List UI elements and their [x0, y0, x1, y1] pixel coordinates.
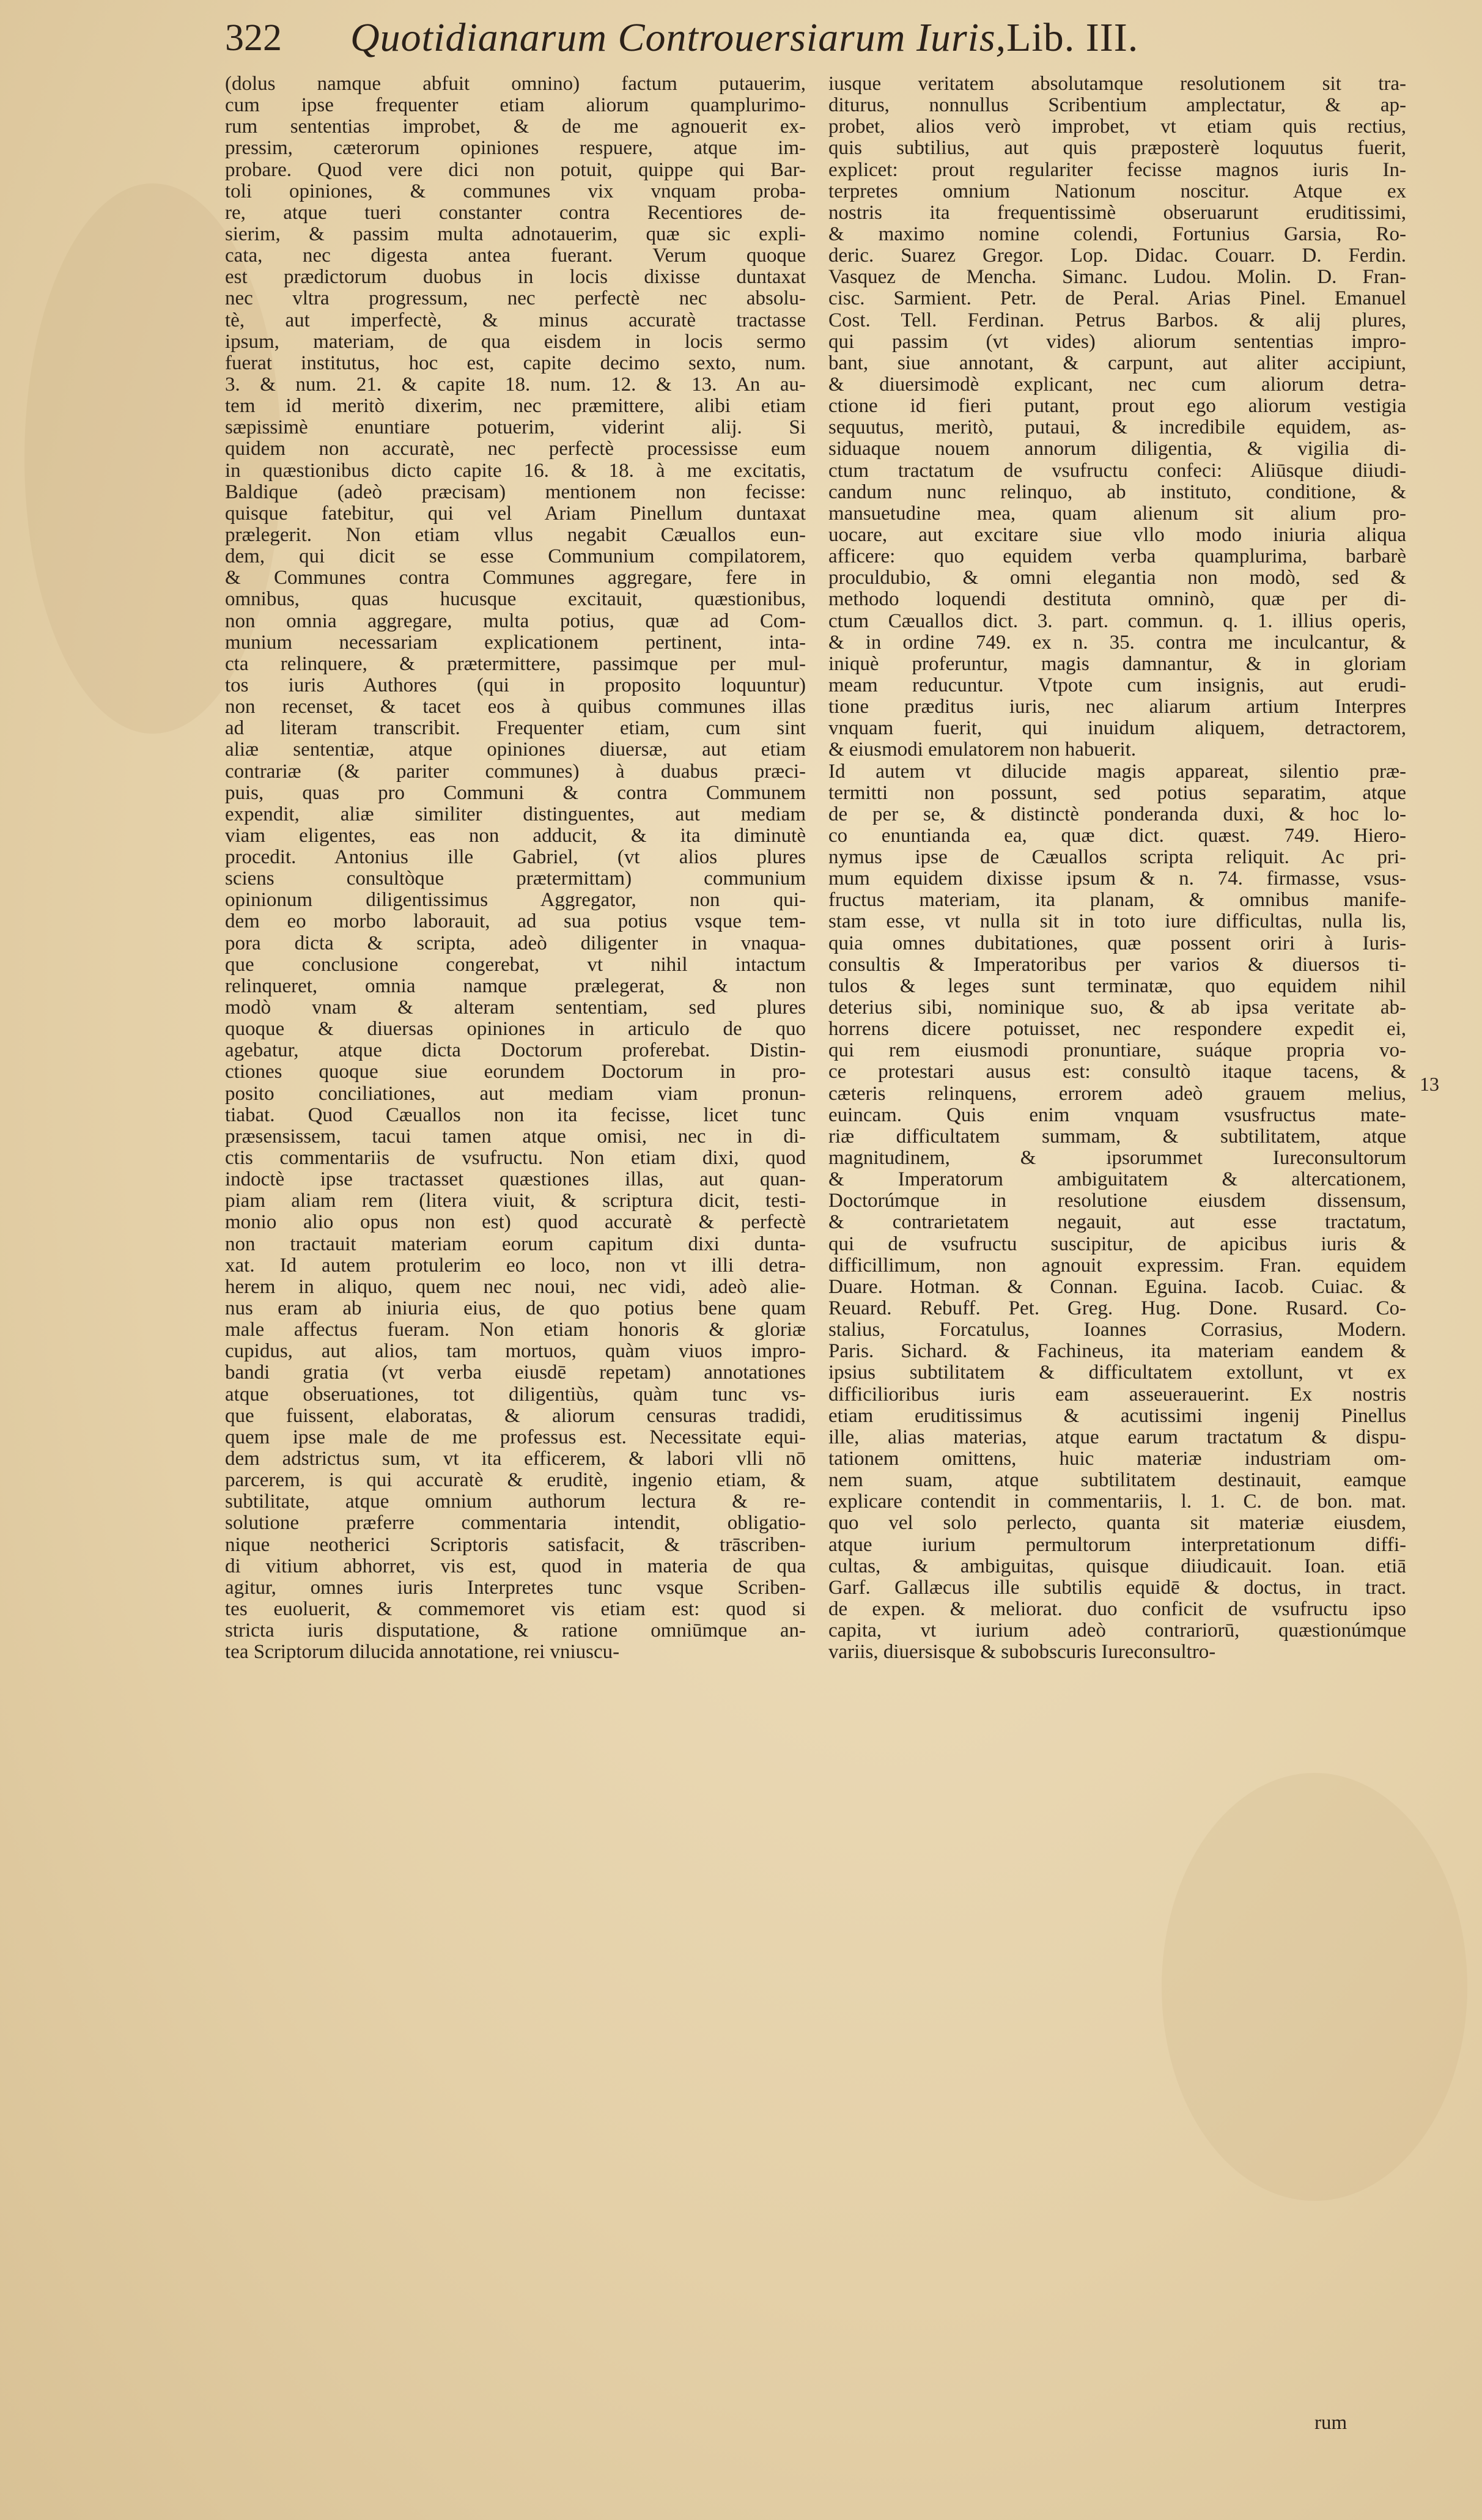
text-line: dem, qui dicit se esse Communium compilatorem, — [225, 546, 806, 568]
text-line: Garf. Gallæcus ille subtilis equidē & doctus, in tract. — [828, 1577, 1406, 1599]
text-line: di vitium abhorret, vis est, quod in materia de qua — [225, 1555, 806, 1577]
text-line: fuerat institutus, hoc est, capite decimo sexto, num. — [225, 352, 806, 374]
text-line: indoctè ipse tractasset quæstiones illas, aut quan- — [225, 1169, 806, 1191]
text-line: re, atque tueri constanter contra Recentiores de- — [225, 202, 806, 224]
text-line: & contrarietatem negauit, aut esse tractatum, — [828, 1212, 1406, 1234]
text-line: (dolus namque abfuit omnino) factum putauerim, — [225, 73, 806, 95]
text-line: & diuersimodè explicant, nec cum aliorum detra- — [828, 374, 1406, 396]
text-line: tes euoluerit, & commemoret vis etiam est: quod si — [225, 1598, 806, 1620]
text-line: quem ipse male de me professus est. Necessitate equi- — [225, 1426, 806, 1448]
text-line: ctiones quoque siue eorundem Doctorum in pro- — [225, 1061, 806, 1083]
text-line: piam aliam rem (litera viuit, & scriptura dicit, testi- — [225, 1190, 806, 1212]
text-line: male affectus fueram. Non etiam honoris & gloriæ — [225, 1319, 806, 1341]
text-line: qui passim (vt vides) aliorum sententias impro- — [828, 331, 1406, 353]
text-line: quidem non accuratè, nec perfectè processisse eum — [225, 438, 806, 460]
text-line: præsensissem, tacui tamen atque omisi, nec in di- — [225, 1126, 806, 1148]
text-line: Reuard. Rebuff. Pet. Greg. Hug. Done. Rusard. Co- — [828, 1298, 1406, 1320]
text-line: diturus, nonnullus Scribentium amplectatur, & ap- — [828, 95, 1406, 117]
margin-note: 13 — [1420, 1073, 1439, 1095]
text-line: qui de vsufructu suscipitur, de apicibus iuris & — [828, 1233, 1406, 1255]
text-line: pora dicta & scripta, adeò diligenter in vnaqua- — [225, 932, 806, 954]
text-line: sæpissimè enuntiare potuerim, viderint alij. Si — [225, 417, 806, 439]
text-line: monio alio opus non est) quod accuratè & perfectè — [225, 1212, 806, 1234]
text-line: ctum tractatum de vsufructu confeci: Aliūsque diiudi- — [828, 460, 1406, 482]
text-line: viam eligentes, eas non adducit, & ita diminutè — [225, 825, 806, 847]
text-line: non tractauit materiam eorum capitum dixi dunta- — [225, 1233, 806, 1255]
text-line: nus eram ab iniuria eius, de quo potius bene quam — [225, 1298, 806, 1320]
text-line: pressim, cæterorum opiniones respuere, atque im- — [225, 138, 806, 160]
text-line: termitti non possunt, sed potius separatim, atque — [828, 782, 1406, 804]
text-line: nostris ita frequentissimè obseruarunt eruditissimi, — [828, 202, 1406, 224]
text-line: Paris. Sichard. & Fachineus, ita materiam eandem & — [828, 1341, 1406, 1363]
text-line: tea Scriptorum dilucida annotatione, rei vniuscu- — [225, 1641, 620, 1663]
text-line: & Communes contra Communes aggregare, fere in — [225, 567, 806, 589]
text-line: quoque & diuersas opiniones in articulo de quo — [225, 1019, 806, 1041]
text-line: magnitudinem, & ipsorummet Iureconsultorum — [828, 1148, 1406, 1170]
text-line: variis, diuersisque & subobscuris Iureconsultro- — [828, 1641, 1216, 1663]
text-line: Cost. Tell. Ferdinan. Petrus Barbos. & alij plures, — [828, 309, 1406, 331]
text-line: solutione præferre commentaria intendit, obligatio- — [225, 1512, 806, 1534]
text-line: agitur, omnes iuris Interpretes tunc vsque Scriben- — [225, 1577, 806, 1599]
text-line: cæteris relinquens, errorem adeò grauem melius, — [828, 1083, 1406, 1105]
text-line: consultis & Imperatoribus per varios & diuersos ti- — [828, 954, 1406, 976]
text-line: ad literam transcribit. Frequenter etiam, cum sint — [225, 718, 806, 740]
text-line: uocare, aut excitare siue vllo modo iniuria aliqua — [828, 524, 1406, 546]
text-line: quisque fatebitur, qui vel Ariam Pinellum duntaxat — [225, 503, 806, 525]
running-header — [225, 13, 1405, 62]
text-line: de expen. & meliorat. duo conficit de vsufructu ipso — [828, 1598, 1406, 1620]
left-column — [225, 73, 806, 1663]
text-line: & eiusmodi emulatorem non habuerit. — [828, 739, 1137, 761]
text-line: nem suam, atque subtilitatem destinauit, eamque — [828, 1470, 1406, 1492]
text-line: munium necessariam explicationem pertinent, inta- — [225, 632, 806, 654]
text-line: mum equidem dixisse ipsum & n. 74. firmasse, vsus- — [828, 868, 1406, 890]
text-line: nique neotherici Scriptoris satisfacit, & trāscriben- — [225, 1534, 806, 1556]
text-line: & Imperatorum ambiguitatem & altercationem, — [828, 1169, 1406, 1191]
text-line: tationem omittens, huic materiæ industriam om- — [828, 1448, 1406, 1470]
text-line: posito conciliationes, aut mediam viam pronun- — [225, 1083, 806, 1105]
text-line: expendit, aliæ similiter distinguentes, aut mediam — [225, 803, 806, 825]
text-line: deric. Suarez Gregor. Lop. Didac. Couarr. D. Ferdin. — [828, 245, 1406, 267]
text-line: ipsius subtilitatem & difficultatem extollunt, vt ex — [828, 1362, 1406, 1384]
text-line: procedit. Antonius ille Gabriel, (vt alios plures — [225, 847, 806, 869]
text-line: atque obseruationes, tot diligentiùs, quàm tunc vs- — [225, 1383, 806, 1406]
right-column — [828, 73, 1406, 1663]
text-line: tem id meritò dixerim, nec præmittere, alibi etiam — [225, 396, 806, 418]
text-line: quis subtilius, aut quis præposterè loquutus fuerit, — [828, 138, 1406, 160]
text-line: ctis commentariis de vsufructu. Non etiam dixi, quod — [225, 1148, 806, 1170]
text-line: nec vltra progressum, nec perfectè nec absolu- — [225, 288, 806, 310]
text-line: prælegerit. Non etiam vllus negabit Cæuallos eun- — [225, 524, 806, 546]
text-line: candum nunc relinquo, ab instituto, conditione, & — [828, 481, 1406, 503]
text-line: sciens consultòque prætermittam) communium — [225, 868, 806, 890]
text-line: stalius, Forcatulus, Ioannes Corrasius, Modern. — [828, 1319, 1406, 1341]
text-line: est prædictorum duobus in locis dixisse duntaxat — [225, 267, 806, 289]
running-title: Quotidianarum Controuersiarum Iuris,Lib. III. — [350, 15, 1139, 60]
text-line: herem in aliquo, quem nec noui, nec vidi, adeò alie- — [225, 1276, 806, 1298]
text-line: cisc. Sarmient. Petr. de Peral. Arias Pinel. Emanuel — [828, 288, 1406, 310]
text-line: aliæ sententiæ, atque opiniones diuersæ, aut etiam — [225, 739, 806, 761]
text-line: toli opiniones, & communes vix vnquam proba- — [225, 180, 806, 202]
text-line: capita, vt iurium adeò contrariorū, quæstionúmque — [828, 1620, 1406, 1642]
text-line: tos iuris Authores (qui in proposito loquuntur) — [225, 674, 806, 696]
text-line: stam esse, vt nulla sit in toto iure difficultas, nulla lis, — [828, 911, 1406, 933]
text-line: que fuissent, elaboratas, & aliorum censuras tradidi, — [225, 1405, 806, 1427]
text-line: sierim, & passim multa adnotauerim, quæ sic expli- — [225, 223, 806, 245]
paper-stain — [1162, 1773, 1467, 2201]
text-line: tione præditus iuris, nec aliarum artium Interpres — [828, 696, 1406, 718]
text-line: siduaque nouem annorum diligentia, & vigilia di- — [828, 438, 1406, 460]
text-line: & in ordine 749. ex n. 35. contra me inculcantur, & — [828, 632, 1406, 654]
text-line: quo vel solo perlecto, quanta sit materiæ eiusdem, — [828, 1512, 1406, 1534]
text-line: de per se, & distinctè ponderanda duxi, & hoc lo- — [828, 803, 1406, 825]
text-line: tiabat. Quod Cæuallos non ita fecisse, licet tunc — [225, 1104, 806, 1126]
text-line: vnquam fuerit, qui inuidum aliquem, detractorem, — [828, 718, 1406, 740]
text-line: ctum Cæuallos dict. 3. part. commun. q. 1. illius operis, — [828, 610, 1406, 632]
text-line: sequutus, meritò, putaui, & incredibile equidem, as- — [828, 417, 1406, 439]
text-line: tè, aut imperfectè, & minus accuratè tractasse — [225, 309, 806, 331]
text-line: tulos & leges sunt terminatæ, quo equidem nihil — [828, 975, 1406, 997]
text-line: opinionum diligentissimus Aggregator, non qui- — [225, 890, 806, 912]
text-line: & maximo nomine colendi, Fortunius Garsia, Ro- — [828, 223, 1406, 245]
text-line: 3. & num. 21. & capite 18. num. 12. & 13. An au- — [225, 374, 806, 396]
text-line: cta relinquere, & prætermittere, passimque per mul- — [225, 653, 806, 675]
text-line: co enuntianda ea, quæ dict. quæst. 749. Hiero- — [828, 825, 1406, 847]
text-line: Duare. Hotman. & Connan. Eguina. Iacob. Cuiac. & — [828, 1276, 1406, 1298]
text-line: que conclusione congerebat, vt nihil intactum — [225, 954, 806, 976]
text-line: horrens dicere potuisset, nec respondere expedit ei, — [828, 1019, 1406, 1041]
text-line: meam reducuntur. Vtpote cum insignis, aut erudi- — [828, 674, 1406, 696]
text-line: explicet: prout regulariter fecisse magnos iuris In- — [828, 159, 1406, 181]
text-line: in quæstionibus dicto capite 16. & 18. à me excitatis, — [225, 460, 806, 482]
text-line: iniquè proferuntur, magis damnantur, & in gloriam — [828, 653, 1406, 675]
text-line: ctione id fieri putant, prout ego aliorum vestigia — [828, 396, 1406, 418]
text-line: rum sententias improbet, & de me agnouerit ex- — [225, 116, 806, 138]
text-line: Baldique (adeò præcisam) mentionem non fecisse: — [225, 481, 806, 503]
text-line: cum ipse frequenter etiam aliorum quamplurimo- — [225, 95, 806, 117]
text-line: subtilitate, atque omnium authorum lectura & re- — [225, 1491, 806, 1513]
text-line: explicare contendit in commentariis, l. 1. C. de bon. mat. — [828, 1491, 1406, 1513]
text-line: puis, quas pro Communi & contra Communem — [225, 782, 806, 804]
text-line: ce protestari ausus est: consultò itaque tacens, & — [828, 1061, 1406, 1083]
text-line: deterius sibi, nominique suo, & ab ipsa veritate ab- — [828, 997, 1406, 1019]
text-line: probare. Quod vere dici non potuit, quippe qui Bar- — [225, 159, 806, 181]
text-line: dem adstrictus sum, vt ita efficerem, & labori vlli nō — [225, 1448, 806, 1470]
text-line: atque iurium permultorum interpretationum diffi- — [828, 1534, 1406, 1556]
text-line: cata, nec digesta antea fuerant. Verum quoque — [225, 245, 806, 267]
catchword: rum — [1314, 2412, 1347, 2434]
text-line: agebatur, atque dicta Doctorum proferebat. Distin- — [225, 1040, 806, 1062]
text-line: xat. Id autem protulerim eo loco, non vt illi detra- — [225, 1254, 806, 1277]
text-line: afficere: quo equidem verba quamplurima, barbarè — [828, 546, 1406, 568]
text-line: probet, alios verò improbet, vt etiam quis rectius, — [828, 116, 1406, 138]
text-line: ille, alias materias, atque earum tractatum & dispu- — [828, 1426, 1406, 1448]
text-line: bant, siue annotant, & carpunt, aut aliter accipiunt, — [828, 352, 1406, 374]
text-line: nymus ipse de Cæuallos scripta reliquit. Ac pri- — [828, 847, 1406, 869]
text-line: iusque veritatem absolutamque resolutionem sit tra- — [828, 73, 1406, 95]
text-line: euincam. Quis enim vnquam vsusfructus mate- — [828, 1104, 1406, 1126]
text-line: methodo loquendi destituta omninò, quæ per di- — [828, 589, 1406, 611]
text-line: Vasquez de Mencha. Simanc. Ludou. Molin. D. Fran- — [828, 267, 1406, 289]
text-line: difficilioribus iuris eam asseuerauerint. Ex nostris — [828, 1383, 1406, 1406]
text-line: cupidus, aut alios, tam mortuos, quàm viuos impro- — [225, 1341, 806, 1363]
text-line: riæ difficultatem summam, & subtilitatem, atque — [828, 1126, 1406, 1148]
text-line: non recenset, & tacet eos à quibus communes illas — [225, 696, 806, 718]
text-line: relinqueret, omnia namque prælegerat, & non — [225, 975, 806, 997]
text-line: quia omnes dubitationes, quæ possent oriri à Iuris- — [828, 932, 1406, 954]
text-line: cultas, & ambiguitas, quisque diiudicauit. Ioan. etiā — [828, 1555, 1406, 1577]
text-line: contrariæ (& pariter communes) à duabus præci- — [225, 761, 806, 783]
text-line: omnibus, quas hucusque excitauit, quæstionibus, — [225, 589, 806, 611]
text-line: Doctorúmque in resolutione eiusdem dissensum, — [828, 1190, 1406, 1212]
text-line: proculdubio, & omni elegantia non modò, sed & — [828, 567, 1406, 589]
text-line: fructus materiam, ita planam, & omnibus manife- — [828, 890, 1406, 912]
book-number: Lib. III. — [1006, 15, 1139, 60]
text-line: dem eo morbo laborauit, ad sua potius vsque tem- — [225, 911, 806, 933]
page-number: 322 — [225, 17, 282, 59]
text-line: etiam eruditissimus & acutissimi ingenij Pinellus — [828, 1405, 1406, 1427]
text-line: ipsum, materiam, de qua eisdem in locis sermo — [225, 331, 806, 353]
text-line: parcerem, is qui accuratè & eruditè, ingenio etiam, & — [225, 1470, 806, 1492]
text-line: stricta iuris disputatione, & ratione omniūmque an- — [225, 1620, 806, 1642]
text-line: Id autem vt dilucide magis appareat, silentio præ- — [828, 761, 1406, 783]
text-line: bandi gratia (vt verba eiusdē repetam) annotationes — [225, 1362, 806, 1384]
text-line: difficillimum, non agnouit expressim. Fran. equidem — [828, 1254, 1406, 1277]
text-line: modò vnam & alteram sententiam, sed plures — [225, 997, 806, 1019]
text-line: non omnia aggregare, multa potius, quæ ad Com- — [225, 610, 806, 632]
text-line: mansuetudine mea, quam alienum sit alium pro- — [828, 503, 1406, 525]
text-line: terpretes omnium Nationum noscitur. Atque ex — [828, 180, 1406, 202]
text-line: qui rem eiusmodi pronuntiare, suáque propria vo- — [828, 1040, 1406, 1062]
